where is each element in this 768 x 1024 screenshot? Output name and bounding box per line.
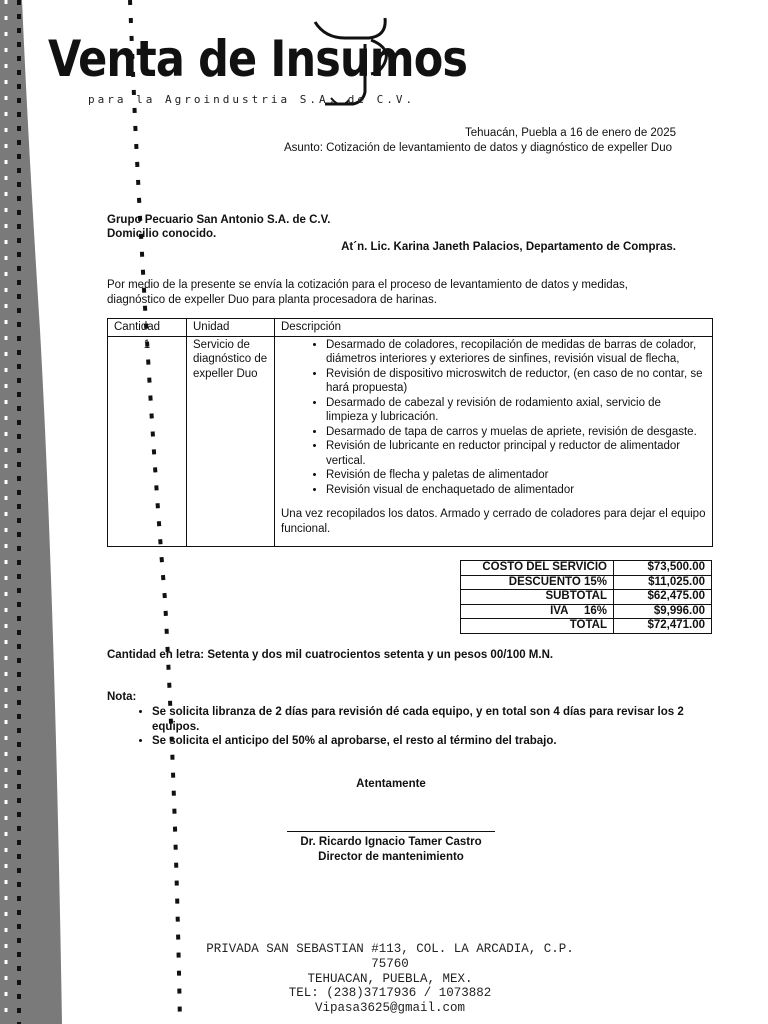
row-description xyxy=(275,336,713,547)
totals-row xyxy=(461,604,712,619)
header-quantity: Cantidad xyxy=(108,319,187,337)
list-item: • Desarmado de cabezal y revisión de rodamiento axial, servicio de limpieza y lubricación. xyxy=(326,396,706,425)
recipient-address: Domicilio conocido. xyxy=(107,228,217,240)
intro-line-2: diagnóstico de expeller Duo para planta procesadora de harinas. xyxy=(107,294,437,306)
signature-line xyxy=(287,831,495,832)
totals-value: $11,025.00 xyxy=(614,575,712,590)
description-list xyxy=(281,338,706,498)
list-item: • Desarmado de coladores, recopilación de medidas de barras de colador, diámetros interiores y exteriores de sinfines, revisión visual de flecha, xyxy=(326,338,706,367)
list-item: • Desarmado de tapa de carros y muelas de apriete, revisión de desgaste. xyxy=(326,425,706,440)
quotation-table xyxy=(107,318,713,547)
totals-value: $9,996.00 xyxy=(614,604,712,619)
footer-line: TEL: (238)3717936 / 1073882 xyxy=(288,986,492,1001)
totals-label: DESCUENTO 15% xyxy=(461,575,614,590)
totals-row xyxy=(461,590,712,605)
row-unit: Servicio de diagnóstico de expeller Duo xyxy=(187,336,275,547)
footer-line: TEHUACAN, PUEBLA, MEX. xyxy=(307,971,473,986)
totals-table xyxy=(460,560,712,634)
footer-line: PRIVADA SAN SEBASTIAN #113, COL. LA ARCADIA, C.P. 75760 xyxy=(206,942,574,971)
list-item: • Revisión de lubricante en reductor principal y reductor de alimentador vertical. xyxy=(326,439,706,468)
signer-title: Director de mantenimiento xyxy=(318,851,464,863)
notes-list xyxy=(107,705,697,749)
table-row xyxy=(108,336,713,547)
totals-label: SUBTOTAL xyxy=(461,590,614,605)
header-description: Descripción xyxy=(275,319,713,337)
closing-salutation: Atentamente xyxy=(356,778,426,790)
list-item: • Revisión visual de enchaquetado de alimentador xyxy=(326,483,706,498)
totals-value: $72,471.00 xyxy=(614,619,712,634)
place-date: Tehuacán, Puebla a 16 de enero de 2025 xyxy=(464,127,676,139)
totals-row xyxy=(461,575,712,590)
company-tagline: para la Agroindustria S.A. de C.V. xyxy=(88,93,416,106)
company-logo-name: Venta de Insumos xyxy=(48,30,468,88)
description-closing: Una vez recopilados los datos. Armado y cerrado de coladores para dejar el equipo funcional. xyxy=(281,508,706,535)
list-item: • Revisión de flecha y paletas de alimentador xyxy=(326,468,706,483)
totals-label: TOTAL xyxy=(461,619,614,634)
totals-value: $73,500.00 xyxy=(614,561,712,576)
totals-value: $62,475.00 xyxy=(614,590,712,605)
totals-row xyxy=(461,561,712,576)
signer-name: Dr. Ricardo Ignacio Tamer Castro xyxy=(300,836,482,848)
totals-label: COSTO DEL SERVICIO xyxy=(461,561,614,576)
subject-line: Asunto: Cotización de levantamiento de datos y diagnóstico de expeller Duo xyxy=(283,142,672,154)
totals-row xyxy=(461,619,712,634)
recipient-company: Grupo Pecuario San Antonio S.A. de C.V. xyxy=(107,214,331,226)
list-item: • Se solicita el anticipo del 50% al aprobarse, el resto al término del trabajo. xyxy=(152,734,697,749)
list-item: • Se solicita libranza de 2 días para revisión dé cada equipo, y en total son 4 días para revisar los 2 equipos. xyxy=(152,705,697,734)
notes-title: Nota: xyxy=(107,691,137,703)
list-item: • Revisión de dispositivo microswitch de reductor, (en caso de no contar, se hará propuesta) xyxy=(326,367,706,396)
intro-line-1: Por medio de la presente se envía la cotización para el proceso de levantamiento de datos y medidas, xyxy=(107,279,629,291)
totals-label: IVA 16% xyxy=(461,604,614,619)
recipient-attention: At´n. Lic. Karina Janeth Palacios, Departamento de Compras. xyxy=(341,241,676,253)
footer-address xyxy=(190,942,590,1016)
row-quantity: 1 xyxy=(108,336,187,547)
footer-email: Vipasa3625@gmail.com xyxy=(314,1001,466,1016)
amount-in-words: Cantidad en letra: Setenta y dos mil cuatrocientos setenta y un pesos 00/100 M.N. xyxy=(107,649,554,661)
header-unit: Unidad xyxy=(187,319,275,337)
table-header-row xyxy=(108,319,713,337)
